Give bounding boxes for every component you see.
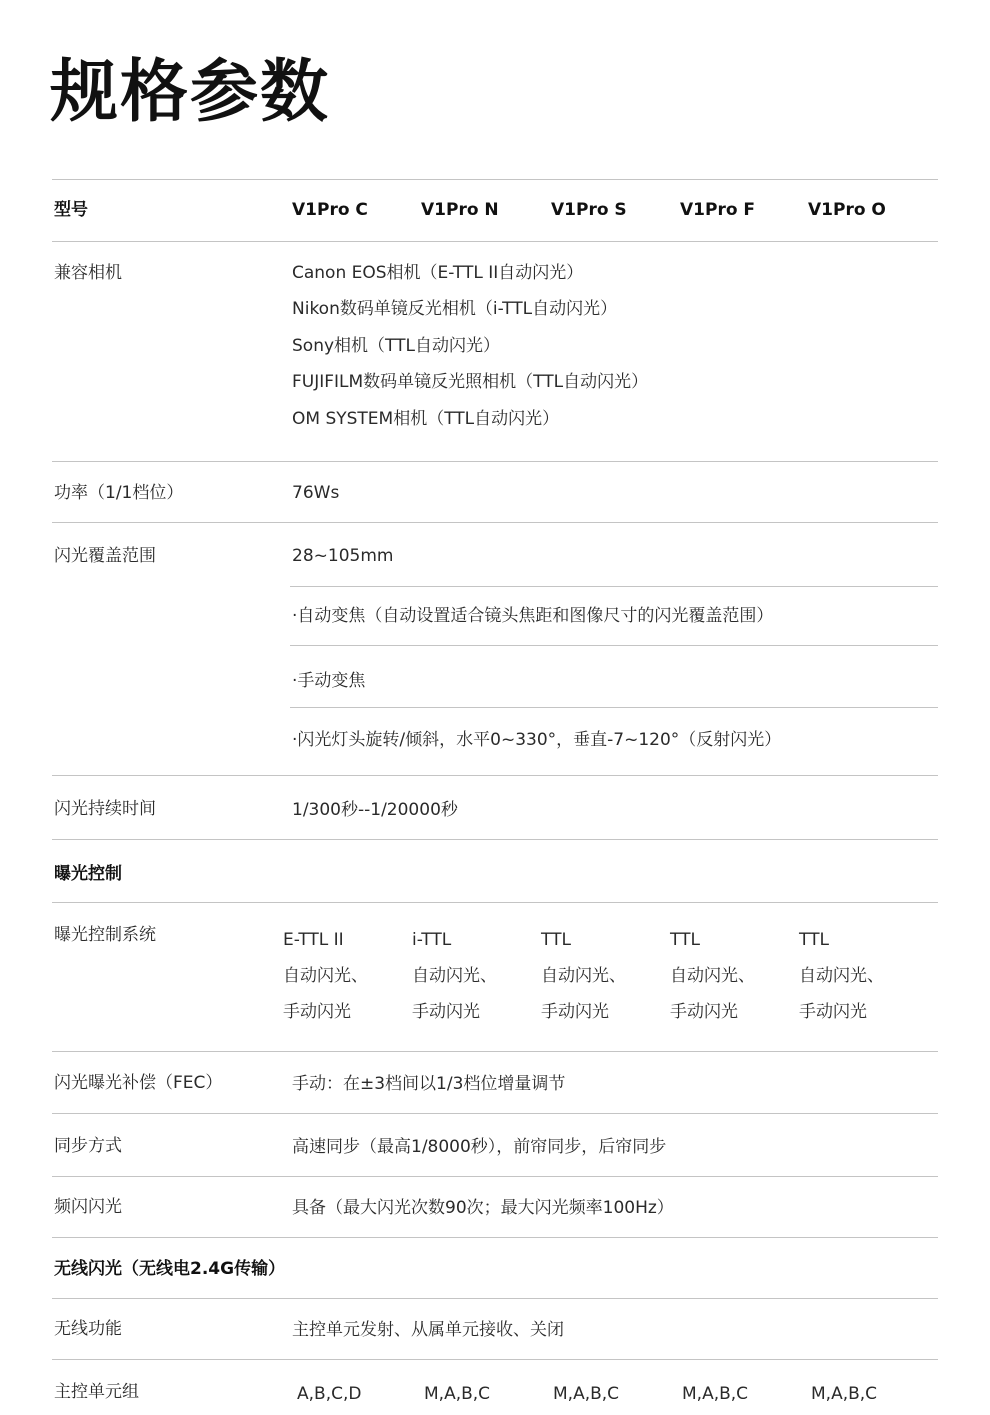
power-label: 功率（1/1档位）: [54, 483, 184, 503]
model-v1pro-f: V1Pro F: [680, 200, 756, 220]
divider: [52, 241, 938, 242]
compat-line: OM SYSTEM相机（TTL自动闪光）: [292, 409, 560, 429]
coverage-sub: ·闪光灯头旋转/倾斜，水平0~330°，垂直-7~120°（反射闪光）: [292, 730, 782, 750]
exposure-system-value: 自动闪光、: [670, 966, 755, 986]
exposure-system-value: 手动闪光: [541, 1002, 609, 1022]
exposure-system-value: TTL: [670, 930, 700, 950]
model-header-label: 型号: [54, 200, 88, 220]
sync-label: 同步方式: [54, 1136, 122, 1156]
page-title: 规格参数: [50, 53, 331, 132]
exposure-system-value: E-TTL II: [283, 930, 344, 950]
compat-line: Canon EOS相机（E-TTL II自动闪光）: [292, 263, 584, 283]
compat-line: Nikon数码单镜反光相机（i-TTL自动闪光）: [292, 299, 618, 319]
divider: [52, 1051, 938, 1052]
divider: [52, 1237, 938, 1238]
divider: [52, 1298, 938, 1299]
wireless-func-label: 无线功能: [54, 1319, 122, 1339]
master-group-value: M,A,B,C: [811, 1384, 878, 1404]
duration-value: 1/300秒--1/20000秒: [292, 800, 458, 820]
divider: [52, 1359, 938, 1360]
duration-label: 闪光持续时间: [54, 799, 156, 819]
exposure-system-value: 手动闪光: [799, 1002, 867, 1022]
master-group-value: M,A,B,C: [682, 1384, 749, 1404]
model-v1pro-s: V1Pro S: [551, 200, 627, 220]
divider: [52, 775, 938, 776]
power-value: 76Ws: [292, 483, 340, 503]
fec-value: 手动：在±3档间以1/3档位增量调节: [292, 1074, 566, 1094]
exposure-system-value: 自动闪光、: [541, 966, 626, 986]
exposure-system-value: 手动闪光: [283, 1002, 351, 1022]
divider: [52, 461, 938, 462]
coverage-value: 28~105mm: [292, 546, 394, 566]
exposure-system-label: 曝光控制系统: [54, 925, 156, 945]
coverage-sub: ·自动变焦（自动设置适合镜头焦距和图像尺寸的闪光覆盖范围）: [292, 606, 774, 626]
strobo-value: 具备（最大闪光次数90次；最大闪光频率100Hz）: [292, 1198, 674, 1218]
divider: [52, 902, 938, 903]
divider: [52, 1113, 938, 1114]
coverage-sub: ·手动变焦: [292, 671, 366, 691]
divider: [290, 586, 938, 587]
exposure-system-value: i-TTL: [412, 930, 452, 950]
exposure-system-value: 手动闪光: [670, 1002, 738, 1022]
exposure-system-value: 自动闪光、: [799, 966, 884, 986]
divider: [52, 522, 938, 523]
exposure-system-value: 自动闪光、: [412, 966, 497, 986]
master-group-value: M,A,B,C: [424, 1384, 491, 1404]
exposure-system-value: 自动闪光、: [283, 966, 368, 986]
exposure-system-value: TTL: [541, 930, 571, 950]
compat-line: FUJIFILM数码单镜反光照相机（TTL自动闪光）: [292, 372, 649, 392]
coverage-label: 闪光覆盖范围: [54, 546, 156, 566]
master-group-value: M,A,B,C: [553, 1384, 620, 1404]
divider: [290, 645, 938, 646]
compat-line: Sony相机（TTL自动闪光）: [292, 336, 500, 356]
exposure-system-value: 手动闪光: [412, 1002, 480, 1022]
divider: [52, 839, 938, 840]
model-v1pro-o: V1Pro O: [808, 200, 886, 220]
model-v1pro-n: V1Pro N: [421, 200, 499, 220]
section-heading-exposure: 曝光控制: [54, 864, 122, 884]
fec-label: 闪光曝光补偿（FEC）: [54, 1073, 223, 1093]
master-group-label: 主控单元组: [54, 1382, 139, 1402]
exposure-system-value: TTL: [799, 930, 829, 950]
sync-value: 高速同步（最高1/8000秒），前帘同步，后帘同步: [292, 1137, 667, 1157]
model-v1pro-c: V1Pro C: [292, 200, 368, 220]
strobo-label: 频闪闪光: [54, 1197, 122, 1217]
section-heading-wireless: 无线闪光（无线电2.4G传输）: [54, 1259, 286, 1279]
wireless-func-value: 主控单元发射、从属单元接收、关闭: [292, 1320, 564, 1340]
master-group-value: A,B,C,D: [297, 1384, 362, 1404]
divider: [52, 1176, 938, 1177]
compat-label: 兼容相机: [54, 263, 122, 283]
divider: [290, 707, 938, 708]
divider: [52, 179, 938, 180]
